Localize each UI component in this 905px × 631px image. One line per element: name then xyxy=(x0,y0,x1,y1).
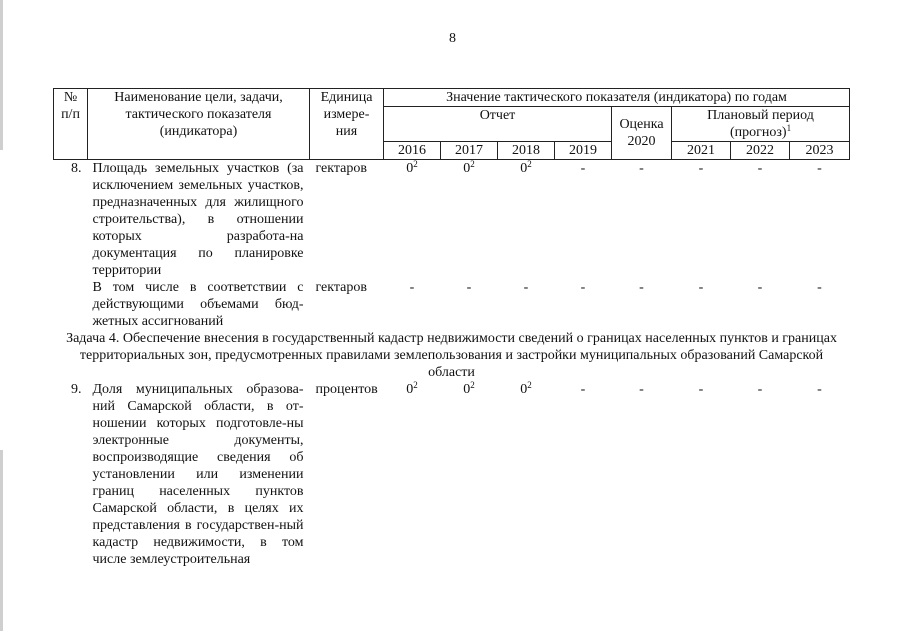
indicator-name: В том числе в соответствии с действующими объемами бюд-жетных ассигнований xyxy=(92,280,304,329)
value-cell: - xyxy=(639,382,644,397)
indicator-unit: процентов xyxy=(315,382,378,397)
table-row-8-sub xyxy=(54,279,850,330)
table-row-8 xyxy=(54,160,850,280)
value-footnote: 2 xyxy=(413,159,418,169)
header-year-report: 2019 xyxy=(555,142,612,160)
task-4-heading: Задача 4. Обеспечение внесения в государственный кадастр недвижимости сведений о границах населенных пунктов и границах территориальных зон, предусмотренных правилами землепользования и застройки муниципальных образований Самарской области xyxy=(66,331,837,380)
header-year-plan: 2021 xyxy=(672,142,731,160)
value-cell: - xyxy=(580,280,586,295)
header-unit: Единица измере- ния xyxy=(310,89,384,160)
value-cell: - xyxy=(580,382,586,397)
indicator-unit: гектаров xyxy=(315,280,368,295)
row-number xyxy=(54,279,88,330)
value-cell: - xyxy=(817,382,822,397)
indicator-unit: гектаров xyxy=(315,161,368,176)
value-cell: $0^2$ xyxy=(406,159,418,176)
page-number: 8 xyxy=(449,31,456,46)
value-cell: - xyxy=(757,161,763,176)
value-footnote: 2 xyxy=(470,159,475,169)
value-footnote: 2 xyxy=(527,159,532,169)
row-number: 9. xyxy=(71,382,82,397)
indicator-name: Доля муниципальных образова-ний Самарской области, в от-ношении которых подготовле-ны электронные документы, воспроизводящие сведения об установлении или изменении границ населенных пунктов Самарской области, в целях их представления в государствен-ный кадастр недвижимости, в том числе землеустроительная xyxy=(92,382,304,567)
value-cell: - xyxy=(817,280,822,295)
header-plan-footnote: 1 xyxy=(786,123,792,133)
task-row xyxy=(54,330,850,381)
header-name: Наименование цели, задачи, тактического показателя (индикатора) xyxy=(88,89,310,160)
value-cell: $0^2$ xyxy=(520,380,532,397)
value-cell: - xyxy=(817,161,822,176)
value-cell: - xyxy=(523,280,529,295)
header-plan: Плановый период (прогноз)$^1$ xyxy=(672,107,850,142)
header-year-report: 2017 xyxy=(441,142,498,160)
value-cell: - xyxy=(409,280,415,295)
value-footnote: 2 xyxy=(470,380,475,390)
value-cell: - xyxy=(698,382,704,397)
header-values-group: Значение тактического показателя (индикатора) по годам xyxy=(384,89,850,107)
header-year-report: 2018 xyxy=(498,142,555,160)
value-cell: - xyxy=(757,382,763,397)
value-footnote: 2 xyxy=(413,380,418,390)
value-cell: - xyxy=(639,161,644,176)
value-footnote: 2 xyxy=(527,380,532,390)
indicator-table xyxy=(53,88,850,568)
value-cell: - xyxy=(580,161,586,176)
header-estimate: Оценка 2020 xyxy=(612,107,672,160)
row-number: 8. xyxy=(71,161,82,176)
value-cell: $0^2$ xyxy=(520,159,532,176)
value-cell: - xyxy=(698,161,704,176)
value-cell: - xyxy=(466,280,472,295)
header-year-plan: 2023 xyxy=(790,142,850,160)
indicator-name: Площадь земельных участков (за исключением земельных участков, предназначенных для жилищного строительства), в отношении которых разработа-на документация по планировке территории xyxy=(92,161,304,278)
value-cell: $0^2$ xyxy=(406,380,418,397)
value-cell: - xyxy=(639,280,644,295)
value-cell: - xyxy=(698,280,704,295)
header-year-report: 2016 xyxy=(384,142,441,160)
value-cell: $0^2$ xyxy=(463,159,475,176)
header-report: Отчет xyxy=(384,107,612,142)
value-cell: $0^2$ xyxy=(463,380,475,397)
header-year-plan: 2022 xyxy=(731,142,790,160)
scan-edge-top xyxy=(0,0,3,150)
header-num: № п/п xyxy=(54,89,88,160)
value-cell: - xyxy=(757,280,763,295)
table-row-9 xyxy=(54,381,850,568)
scan-edge-bottom xyxy=(0,450,3,631)
